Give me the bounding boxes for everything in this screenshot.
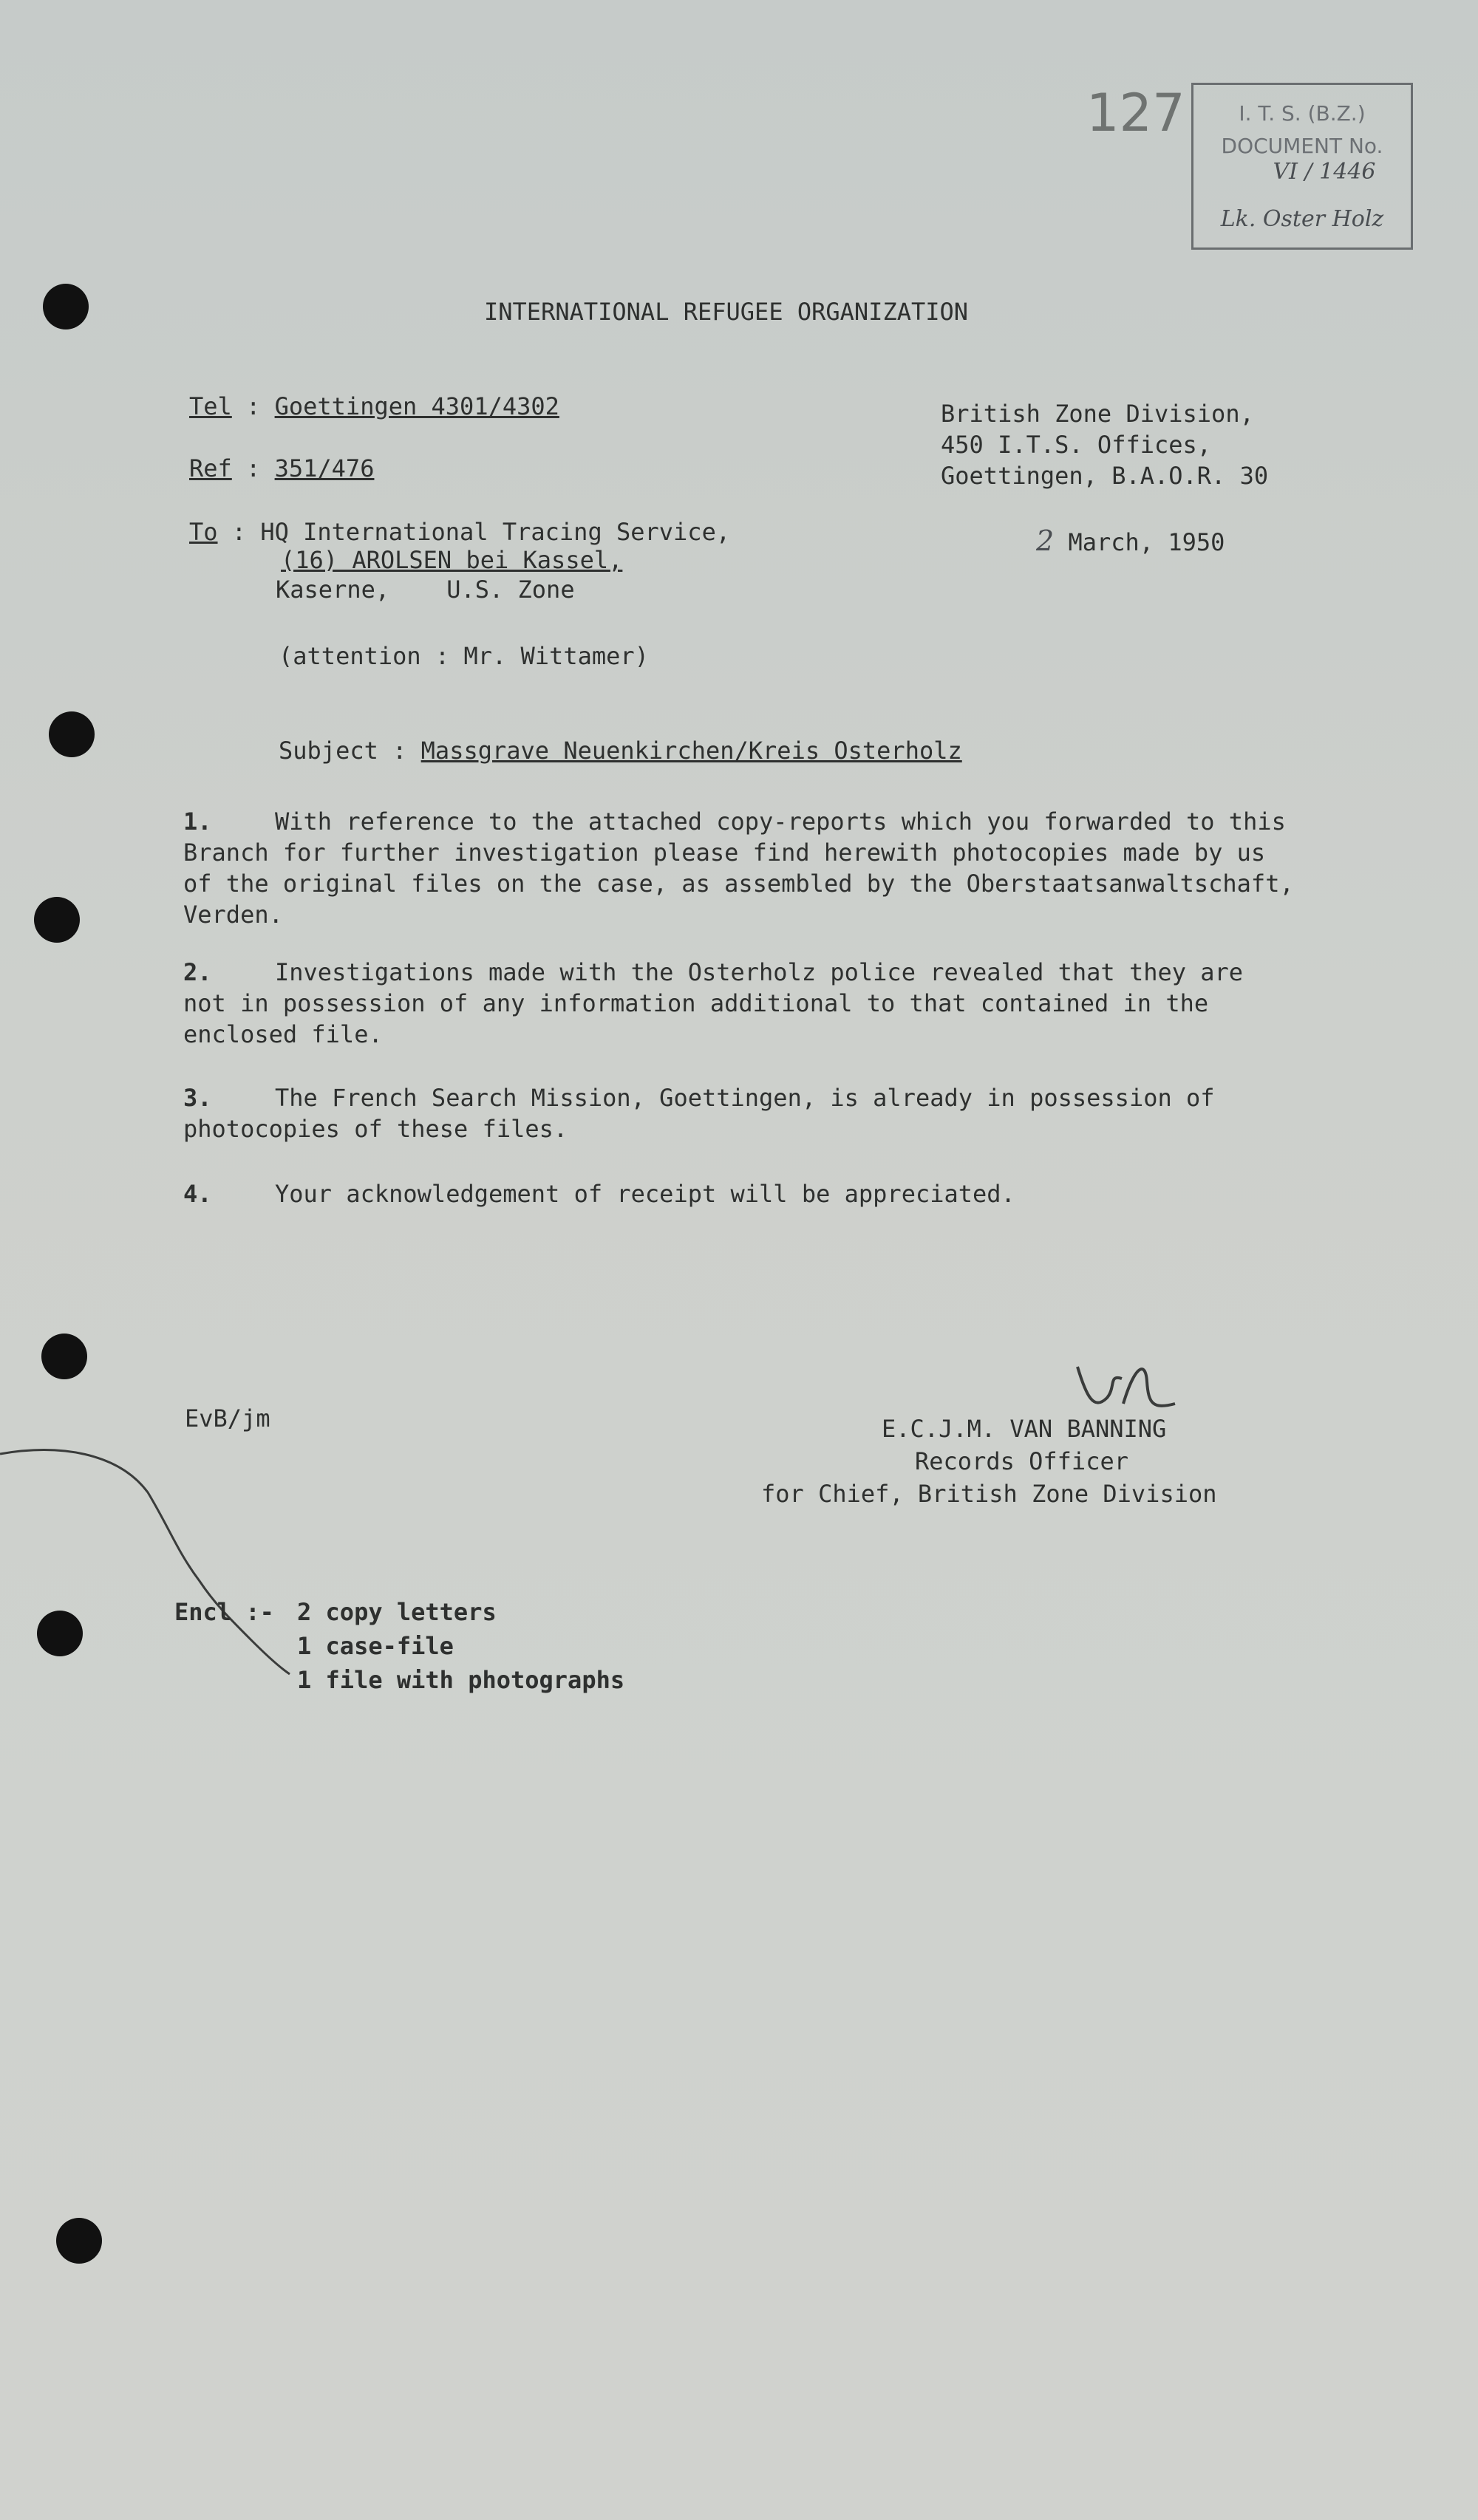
- punch-hole: [41, 1334, 87, 1379]
- paragraph-2-line: not in possession of any information additional to that contained in the: [183, 989, 1209, 1017]
- enclosure-item: 1 file with photographs: [297, 1666, 625, 1694]
- to-line-3-part-a: Kaserne,: [276, 576, 390, 604]
- enclosure-label: Encl :-: [174, 1598, 274, 1626]
- paragraph-3-line: The French Search Mission, Goettingen, is already in possession of: [275, 1084, 1215, 1112]
- enclosure-item: 2 copy letters: [297, 1598, 497, 1626]
- reference-initials: EvB/jm: [185, 1404, 270, 1433]
- to-line-1: To : HQ International Tracing Service,: [189, 518, 731, 546]
- subject-value: Massgrave Neuenkirchen/Kreis Osterholz: [420, 737, 962, 765]
- to-label: To: [189, 518, 218, 546]
- tel-line: Tel : Goettingen 4301/4302: [189, 392, 559, 420]
- signatory-title: Records Officer: [915, 1447, 1128, 1475]
- ref-value: 351/476: [274, 454, 375, 482]
- paragraph-3-number: 3.: [183, 1084, 212, 1112]
- stamp-line-1: I. T. S. (B.Z.): [1239, 101, 1366, 126]
- paragraph-4-line: Your acknowledgement of receipt will be appreciated.: [275, 1180, 1015, 1208]
- ref-label: Ref: [189, 454, 232, 482]
- signatory-name: E.C.J.M. VAN BANNING: [882, 1415, 1167, 1443]
- ref-line: Ref : 351/476: [189, 454, 375, 482]
- subject-label: Subject :: [279, 737, 407, 765]
- punch-hole: [34, 897, 80, 943]
- paragraph-1-line: With reference to the attached copy-reports which you forwarded to this: [275, 807, 1286, 836]
- date-day-handwritten: 2: [1036, 525, 1055, 557]
- punch-hole: [43, 284, 89, 329]
- paragraph-4-number: 4.: [183, 1180, 212, 1208]
- sender-line-2: 450 I.T.S. Offices,: [941, 431, 1212, 459]
- paragraph-2-number: 2.: [183, 958, 212, 986]
- date-rest: March, 1950: [1068, 528, 1225, 556]
- stamp-handwritten-number: VI / 1446: [1273, 159, 1376, 185]
- paragraph-3-line: photocopies of these files.: [183, 1115, 568, 1143]
- attention-line: (attention : Mr. Wittamer): [279, 642, 649, 670]
- punch-hole: [56, 2218, 102, 2264]
- signatory-for-line: for Chief, British Zone Division: [761, 1480, 1217, 1508]
- to-line-2: (16) AROLSEN bei Kassel,: [281, 546, 623, 574]
- to-addressee: HQ International Tracing Service,: [260, 518, 731, 546]
- paragraph-2-line: enclosed file.: [183, 1020, 383, 1048]
- paragraph-1-line: Branch for further investigation please find herewith photocopies made by us: [183, 839, 1266, 867]
- tel-value: Goettingen 4301/4302: [274, 392, 559, 420]
- stamp-handwritten-note: Lk. Oster Holz: [1220, 206, 1384, 232]
- paragraph-1-line: Verden.: [183, 901, 283, 929]
- subject-line: [279, 734, 962, 767]
- organization-heading: INTERNATIONAL REFUGEE ORGANIZATION: [484, 298, 969, 326]
- punch-hole: [49, 711, 95, 757]
- paragraph-1-number: 1.: [183, 807, 212, 836]
- its-document-stamp: [1191, 83, 1413, 250]
- stamp-line-2: DOCUMENT No.: [1221, 134, 1383, 158]
- page-number: 127: [1086, 83, 1185, 143]
- to-line-3-part-b: U.S. Zone: [446, 576, 575, 604]
- margin-pen-stroke: [0, 1433, 296, 1684]
- date-line: [1036, 525, 1225, 559]
- sender-line-3: Goettingen, B.A.O.R. 30: [941, 462, 1269, 490]
- paragraph-1-line: of the original files on the case, as assembled by the Oberstaatsanwaltschaft,: [183, 870, 1294, 898]
- enclosure-item: 1 case-file: [297, 1632, 454, 1660]
- sender-line-1: British Zone Division,: [941, 400, 1254, 428]
- tel-label: Tel: [189, 392, 232, 420]
- paragraph-2-line: Investigations made with the Osterholz police revealed that they are: [275, 958, 1244, 986]
- to-line-3: [276, 573, 575, 606]
